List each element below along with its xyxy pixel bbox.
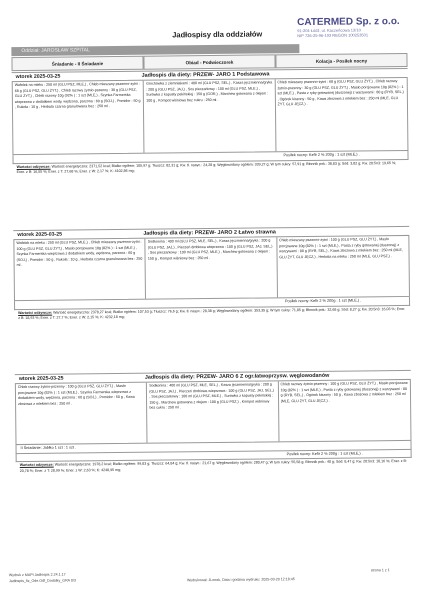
lunch-cell: Sodkonina : 400 ml (GLU PSZ, MLE, SEL,) , Kasza jęczmienna/gryka : 200 g (GLU PSZ, JAJ,) , Pieczeń drobiowa wieprzowa : 100 g (GLU PSZ, JAJ, SEL,) , Sos pieczarkowy : 100 ml (GLU PSZ, MLE,) , Marchew gotowana z olejem : 150 g , Kompot wiśniowy bez : 250 ml . <box>146 237 278 298</box>
nutrition-values <box>14 306 410 323</box>
second-breakfast-note: II Śniadanie: Jabłko 1 szt : 1 szt . <box>16 441 412 454</box>
diet-block-2 <box>13 226 410 323</box>
company-stamp <box>297 16 415 38</box>
dinner-cell: Chleb mieszany pszenno-żytni : 68 g (GLU PSZ, GLU ŻYT,) , Chleb razowy żytnio-pszenny : 30 g (GLU PSZ, GLU ŻYT,) , Masło porcjowane 10g (82% ) : 1 szt (MLE,) , Pasta z ryby gotowanej (duszonej) z warzywami : 80 g (RYB, SEL,) , Ogórek kiszony : 50 g , Kawa zbożowa z mlekiem bez : 250 ml (MLE, GLU ŻYT, GLU JĘCZ,) . <box>277 79 404 107</box>
nutrition-text: Wartość energetyczna: 1978,2 kcal; Białko ogółem: 99,83 g; Tłuszcz: 64,84 g; Kw. tł. nasyc.: 21,67 g; Węglowodany ogółem: 280,47 g; W tym cukry: 55,58 g; Błonnik pok.: 40 g; Sód: 8,47 g; Kw. 20:5n3: 18,16 %; Ener. z B: 20,78 %; Ener. z T: 28,99 %; Ener. z W: 2,63 %; K: 4248,95 mg; <box>19 459 407 473</box>
night-snack: Posiłek nocny: Kefir 2 % 200g : 1 szt (MLE,) . <box>12 151 408 164</box>
diet-name: Jadłospis dla diety: PRZEW- JARO 6 Z ogr.łatwoprzysw. węglowodanów <box>144 372 330 381</box>
nutrition-text: Wartość energetyczna: 2371,52 kcal; Białko ogółem: 105,97 g; Tłuszcz: 82,31 g; Kw. tł. nasyc.: 24,28 g; Węglowodany ogółem: 339,27 g; W tym cukry: 57,91 g; Błonnik pok.: 38,83 g; Sód: 3,82 g; Kw. 20:5n3: 19,65 %; Ener. z B: 16,55 %; Ener. z T: 27,68 %; Ener. z W: 2,17 %; K: 4102,86 mg; <box>16 160 397 175</box>
diet-block-1 <box>12 68 409 177</box>
footer-left-1: Wydruk z MAPI Jadłospis 2.24.1.17 <box>8 572 66 578</box>
dinner-cell: Chleb razowy żytnio-pszenny : 100 g (GLU PSZ, GLU ŻYT,) , Masło porcjowane 10g (82% ) : 1 szt (MLE,) , Pasta z ryby gotowanej (duszonej) z warzywami : 80 g (RYB, SEL,) , Ogórek kiszony : 50 g , Kawa zbożowa z mlekiem bez : 250 ml (MLE, GLU ŻYT, GLU JĘCZ,) . <box>280 380 408 404</box>
nutrition-values <box>13 160 409 177</box>
dinner-cell: Chleb mieszany pszenno-żytni : 100 g (GLU PSZ, GLU ŻYT,) , Masło porcjowane 10g (82% ) : 1 szt (MLE,) , Pasta z ryby gotowanej (duszonej) z warzywami : 80 g (RYB, SEL,) , Kawa zbożowa z mlekiem bez : 250 ml (MLE, GLU ŻYT, GLU JĘCZ,) , Herbata na mleku : 250 ml (MLE, GLU PSZ,) . <box>279 237 403 260</box>
diet-block-3 <box>15 370 412 475</box>
header-breakfast: Śniadanie - II Śniadanie <box>11 56 143 71</box>
stamp-name: CATERMED Sp. z o.o. <box>297 16 400 29</box>
nutrition-text: Wartość energetyczna: 2378,27 kcal; Białko ogółem: 107,53 g; Tłuszcz: 76,6 g; Kw. tł. nasyc.: 28,38 g; Węglowodany ogółem: 353,35 g; W tym cukry: 71,85 g; Błonnik pok.: 32,68 g; Sód: 8,27 g; Kw. 20:5n3: 16,03 %; Ener. z B: 18,93 %; Ener. z T: 27,7 %; Ener. z W: 2,15 %; K: 4232,18 mg; <box>18 306 406 321</box>
breakfast-cell: Wafelek na mleku : 250 ml (GLU PSZ, MLE,) , Chleb mieszany pszenno-żytni : 68 g (GLU PSZ, GLU ŻYT,) , Chleb razowy żytnio-pszenny : 30 g (GLU PSZ, GLU ŻYT,) , Chleb razowy 10g (92% ) : 1 szt (MLE,) , Szynka Farmerska wieprzowa z dodatkiem wody, wędzona, parzona : 60 g (SOJ,) , Pomidor : 50 g , Rukola : 10 g , Herbata czarna granulowana bez : 250 ml . <box>13 81 145 154</box>
meal-columns <box>12 77 409 155</box>
header-lunch: Obiad - Podwieczorek <box>143 54 275 69</box>
diet-date: wtorek 2025-03-25 <box>18 375 64 383</box>
night-snack: Posiłek nocny: Kefir 2 % 200g : 1 szt (MLE,) . <box>14 297 410 310</box>
stamp-line-1: 91-204 Łódź, ul. Kaczeńcowa 13/10 <box>297 27 361 34</box>
diet-name: Jadłospis dla diety: PRZEW- JARO 1 Podstawowa <box>141 71 270 79</box>
nutrition-label: Wartości odżywcze: <box>16 164 51 169</box>
diet-date: wtorek 2025-03-25 <box>15 73 61 81</box>
lunch-cell: Grochówka z ziemniakami : 400 ml (GLU PSZ, SEL,) , Kasza jęczmienna/gryka : 200 g (GLU PSZ, JAJ,) , Sos pieczarkowy : 100 ml (GLU PSZ, MLE,) , Surówka z kapusty pekińskiej : 150 g (GOR,) , Marchew gotowana z olejem : 100 g , Kompot wiśniowy bez cukru : 250 ml . <box>144 79 276 152</box>
meal-columns <box>15 379 412 445</box>
stamp-line-2: NIP 726-25-96-193 REGON 100253501 <box>297 32 369 39</box>
breakfast-cell: Wafelek na mleku : 250 ml (GLU PSZ, MLE,) , Chleb mieszany pszenno-żytni : 100 g (GLU PSZ, GLU ŻYT,) , Masło porcjowane 10g (82% ) : 1 szt (MLE,) , Szynka Farmerska wieprzowa z dodatkiem wody, wędzona, parzona : 60 g (SOJ,) , Pomidor : 50 g , Rukola : 10 g , Herbata czarna granulowana bez : 250 ml . <box>14 239 146 300</box>
page-number: strona 1 z 1 <box>370 568 390 573</box>
lunch-cell: Sodkonina : 400 ml (GLU PSZ, MLE, SEL,) , Kasza jęczmienna/gryka : 200 g (GLU PSZ, JAJ,) , Pieczeń drobiowa wieprzowa : 100 g (GLU PSZ, JAJ, SEL,) , Sos pieczarkowy : 100 ml (GLU PSZ, MLE,) , Surówka z kapusty pekińskiej : 150 g , Marchew gotowana z olejem : 100 g (GLU PSZ,) , Kompot wiśniowy bez cukru : 250 ml . <box>147 381 279 442</box>
diet-date: wtorek 2025-03-25 <box>17 231 63 239</box>
department-bar: Oddział: JAROSŁAW SZPITAL <box>11 44 299 56</box>
nutrition-label: Wartości odżywcze: <box>19 462 54 468</box>
printed-by: Wydrukował: JLonek, Data i godzina wydruku: 2025-03-20 12:18:45 <box>186 577 295 583</box>
breakfast-cell: Chleb razowy żytnio-pszenny : 100 g (GLU PSZ, GLU ŻYT,) , Masło porcjowane 10g (82% ) : 1 szt (MLE,) , Szynka Farmerska wieprzowa z dodatkiem wody, wędzona, parzona : 60 g (SOJ,) , Pomidor : 50 g , Kawa zbożowa z mlekiem bez : 250 ml . <box>16 383 148 444</box>
nutrition-label: Wartości odżywcze: <box>18 310 53 315</box>
diet-name: Jadłospis dla diety: PRZEW- JARO 2 Łatwo strawna <box>143 229 276 237</box>
footer-left-2: Jadłospis_fiz_Ode.Odf_Dodatky_GRA 0/3 <box>8 578 76 584</box>
header-dinner: Kolacja - Posiłek nocny <box>275 53 407 68</box>
meal-columns <box>13 235 410 301</box>
nutrition-values <box>16 458 412 475</box>
night-snack: Posiłek nocny: Kefir 2 % 200g : 1 szt (MLE,) . <box>16 450 412 463</box>
page-title: Jadłospisy dla oddziałów <box>172 29 263 40</box>
